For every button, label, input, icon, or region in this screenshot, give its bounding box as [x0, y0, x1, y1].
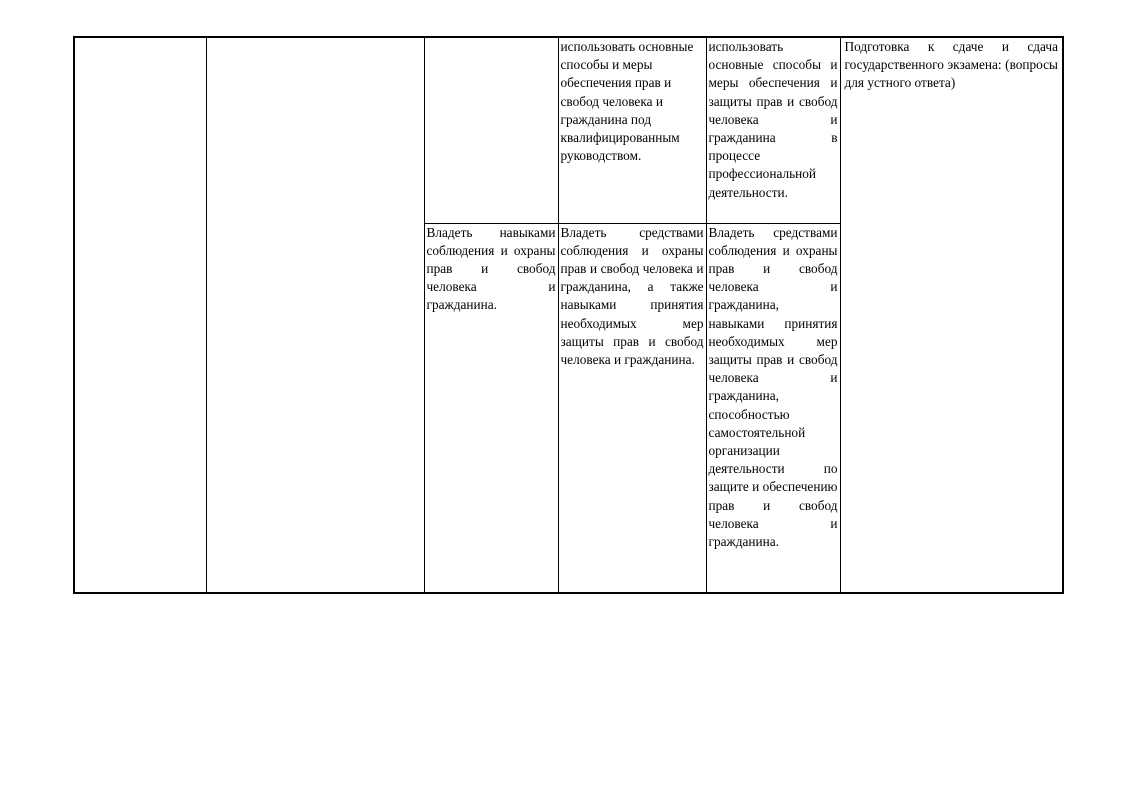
assessment-table [73, 36, 1064, 594]
competence-description-cell [206, 37, 424, 593]
threshold-skills-cell: использовать основные способы и меры обеспечения прав и свобод человека и гражданина под квалифицированным руководством. [558, 37, 706, 223]
indicator-mastery-cell: Владеть навыками соблюдения и охраны прав и свобод человека и гражданина. [424, 223, 558, 593]
threshold-mastery-cell: Владеть средствами соблюдения и охраны прав и свобод человека и гражданина, а также навыками принятия необходимых мер защиты прав и свобод человека и гражданина. [558, 223, 706, 593]
table-row [74, 37, 1063, 223]
advanced-mastery-cell: Владеть средствами соблюдения и охраны прав и свобод человека и гражданина, навыками принятия необходимых мер защиты прав и свобод человека и гражданина, способностью самостоятельной организации деятельности по защите и обеспечению прав и свобод человека и гражданина. [706, 223, 840, 593]
advanced-skills-cell: использовать основные способы и меры обеспечения и защиты прав и свобод человека и гражданина в процессе профессиональной деятельности. [706, 37, 840, 223]
competence-cell [74, 37, 206, 593]
assessment-method-cell: Подготовка к сдаче и сдача государственного экзамена: (вопросы для устного ответа) [840, 37, 1063, 593]
indicator-skills-cell [424, 37, 558, 223]
